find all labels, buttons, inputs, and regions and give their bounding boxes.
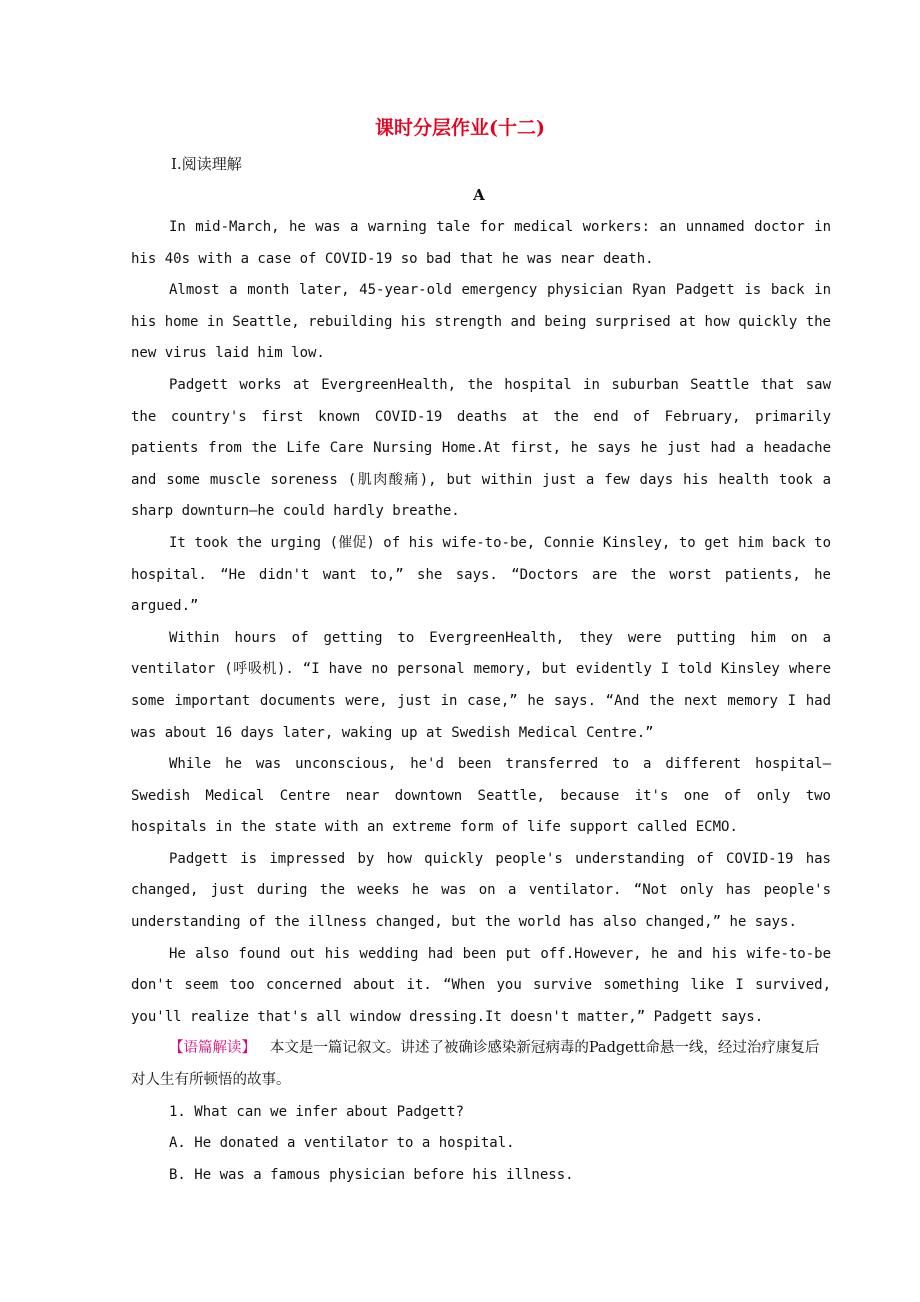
paragraph: In mid-March, he was a warning tale for medical workers: an unnamed doctor in his 40s with a case of COVID-19 so bad that he was near death.: [131, 219, 831, 267]
paragraph: Padgett is impressed by how quickly people's understanding of COVID-19 has changed, just during the weeks he was on a ventilator. “Not only has people's understanding of the illness changed, but the world has also changed,” he says.: [131, 850, 831, 931]
passage-label: A: [473, 186, 485, 204]
passage-body: [131, 212, 831, 1191]
summary-text: 本文是一篇记叙文。讲述了被确诊感染新冠病毒的Padgett命悬一线，经过治疗康复后对人生有所顿悟的故事。: [131, 1040, 820, 1089]
answer-option: A. He donated a ventilator to a hospital.: [169, 1135, 515, 1152]
paragraph: Within hours of getting to EvergreenHealth, they were putting him on a ventilator (呼吸机). “I have no personal memory, but evidently I told Kinsley where some important documents were, just in case,” he says. “And the next memory I had was about 16 days later, waking up at Swedish Medical Centre.”: [131, 629, 831, 741]
page-title: 课时分层作业(十二): [375, 117, 545, 139]
question-stem: 1. What can we infer about Padgett?: [169, 1103, 465, 1120]
paragraph: Padgett works at EvergreenHealth, the hospital in suburban Seattle that saw the country's first known COVID-19 deaths at the end of February, primarily patients from the Life Care Nursing Home.At first, he says he just had a headache and some muscle soreness (肌肉酸痛), but within just a few days his health took a sharp downturn—he could hardly breathe.: [131, 376, 831, 520]
paragraph: Almost a month later, 45-year-old emergency physician Ryan Padgett is back in his home in Seattle, rebuilding his strength and being surprised at how quickly the new virus laid him low.: [131, 282, 831, 362]
paragraph: It took the urging (催促) of his wife-to-be, Connie Kinsley, to get him back to hospital. “He didn't want to,” she says. “Doctors are the worst patients, he argued.”: [131, 534, 831, 615]
summary-tag: 【语篇解读】: [169, 1040, 256, 1057]
paragraph: While he was unconscious, he'd been transferred to a different hospital—Swedish Medical Centre near downtown Seattle, because it's one of only two hospitals in the state with an extreme form of life support called ECMO.: [131, 756, 831, 836]
paragraph: He also found out his wedding had been put off.However, he and his wife-to-be don't seem too concerned about it. “When you survive something like I survived, you'll realize that's all window dressing.It doesn't matter,” Padgett says.: [131, 945, 831, 1025]
answer-option: B. He was a famous physician before his illness.: [169, 1166, 574, 1183]
passage-summary: [131, 1033, 831, 1096]
section-heading: Ⅰ.阅读理解: [171, 155, 242, 173]
